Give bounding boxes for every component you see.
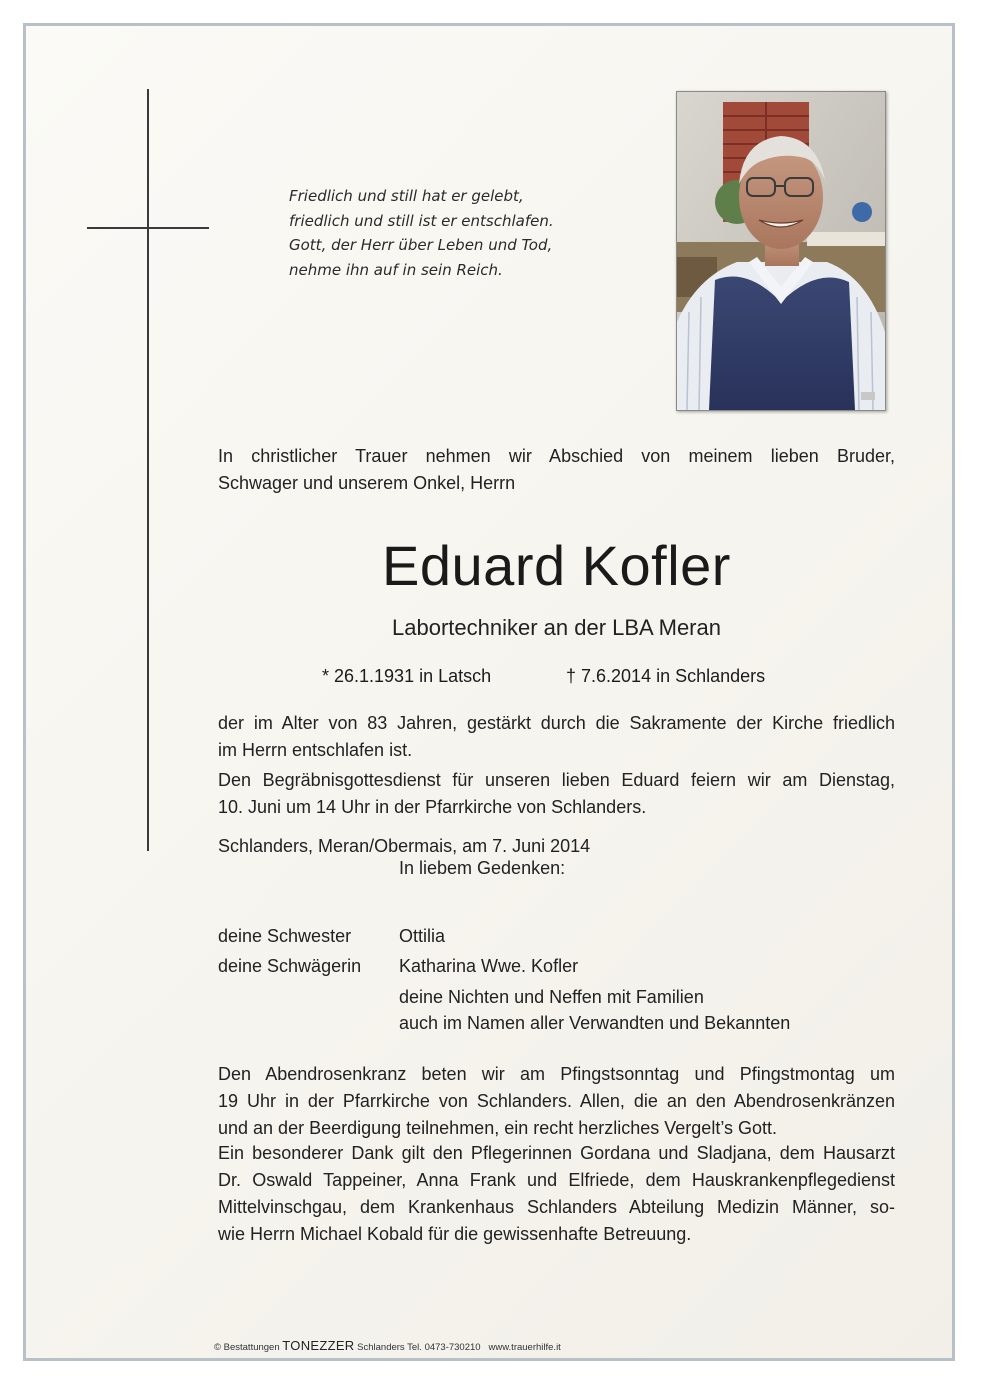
funeral-line: 10. Juni um 14 Uhr in der Pfarrkirche von Schlanders.: [218, 797, 647, 817]
rosary-line: und an der Beerdigung teilnehmen, ein recht herzliches Vergelt’s Gott.: [218, 1118, 778, 1138]
mourner-name: Ottilia: [399, 926, 446, 946]
passing-line: der im Alter von 83 Jahren, gestärkt durch die Sakramente der Kirche friedlich: [218, 713, 895, 733]
footer-town: Schlanders: [357, 1342, 405, 1353]
intro-text: [218, 443, 895, 497]
funeral-text: [218, 767, 895, 821]
rosary-line: 19 Uhr in der Pfarrkirche von Schlanders. Allen, die an den Abendrosenkränzen: [218, 1091, 895, 1111]
footer-brand: TONEZZER: [282, 1338, 355, 1353]
mourner-relation: deine Schwester: [218, 926, 352, 946]
mourners-extra-line: deine Nichten und Neffen mit Familien: [399, 987, 704, 1007]
verse-line: Friedlich und still hat er gelebt,: [289, 187, 524, 205]
footer: [214, 1339, 561, 1355]
portrait-photo: [676, 91, 886, 411]
passing-text: [218, 710, 895, 764]
verse: [289, 184, 629, 282]
mourners-extra-line: auch im Namen aller Verwandten und Bekannten: [399, 1013, 791, 1033]
cross-icon-bar: [87, 227, 209, 229]
deceased-name: Eduard Kofler: [382, 534, 731, 597]
footer-website[interactable]: www.trauerhilfe.it: [488, 1342, 561, 1353]
thanks-line: Dr. Oswald Tappeiner, Anna Frank und Elfriede, dem Hauskrankenpflegedienst: [218, 1170, 895, 1190]
footer-phone: Tel. 0473-730210: [407, 1342, 481, 1353]
intro-line: In christlicher Trauer nehmen wir Abschied von meinem lieben Bruder,: [218, 446, 895, 466]
mourner-relation: deine Schwägerin: [218, 956, 362, 976]
passing-line: im Herrn entschlafen ist.: [218, 740, 413, 760]
thanks-line: Mittelvinschgau, dem Krankenhaus Schlanders Abteilung Medizin Männer, so-: [218, 1197, 895, 1217]
place-date: Schlanders, Meran/Obermais, am 7. Juni 2014: [218, 836, 591, 856]
rosary-text: [218, 1061, 895, 1142]
deceased-profession: Labortechniker an der LBA Meran: [392, 615, 721, 640]
verse-line: friedlich und still ist er entschlafen.: [289, 211, 554, 230]
memory-heading: In liebem Gedenken:: [399, 858, 566, 878]
thanks-line: Ein besonderer Dank gilt den Pflegerinnen Gordana und Sladjana, dem Hausarzt: [218, 1143, 895, 1163]
rosary-line: Den Abendrosenkranz beten wir am Pfingstsonntag und Pfingstmontag um: [218, 1064, 895, 1084]
funeral-line: Den Begräbnisgottesdienst für unseren lieben Eduard feiern wir am Dienstag,: [218, 770, 895, 790]
death-date: † 7.6.2014 in Schlanders: [566, 666, 766, 686]
verse-line: Gott, der Herr über Leben und Tod,: [289, 236, 553, 254]
verse-line: nehme ihn auf in sein Reich.: [289, 260, 503, 279]
footer-copyright: © Bestattungen: [214, 1342, 280, 1353]
birth-date: * 26.1.1931 in Latsch: [322, 666, 492, 686]
intro-line: Schwager und unserem Onkel, Herrn: [218, 473, 516, 493]
mourner-name: Katharina Wwe. Kofler: [399, 956, 579, 976]
thanks-text: [218, 1140, 895, 1248]
thanks-line: wie Herrn Michael Kobald für die gewissenhafte Betreuung.: [218, 1224, 692, 1244]
cross-icon: [147, 89, 149, 851]
